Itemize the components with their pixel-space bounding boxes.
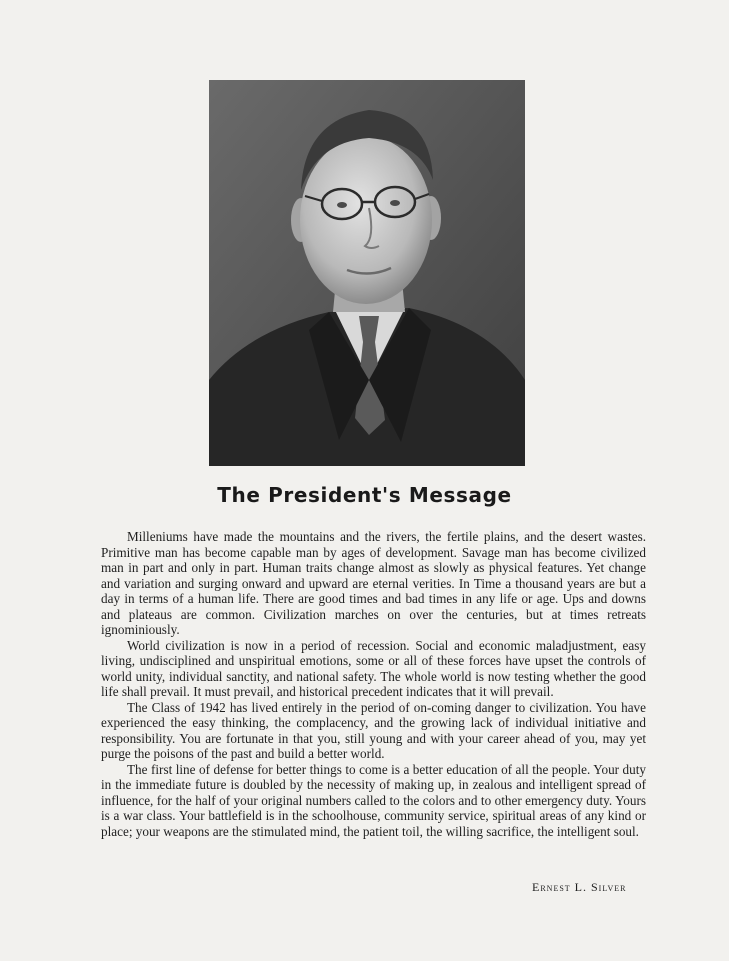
paragraph: World civilization is now in a period of recession. Social and economic maladjustment, easy living, undisciplined and unspiritual emotions, some or all of these forces have upset the controls of world unity, individual sanctity, and national safety. The whole world is now testing whether the good life shall prevail. It must prevail, and historical precedent indicates that it will prevail. [101, 637, 646, 699]
signature: Ernest L. Silver [532, 880, 627, 894]
page-title: The President's Message [217, 483, 512, 507]
paragraph: The first line of defense for better things to come is a better education of all the people. Your duty in the immediate future is doubled by the necessity of making up, in zealous and intelligent spread of influence, for the half of your original numbers called to the colors and to other emergency duty. Yours is a war class. Your battlefield is in the schoolhouse, community service, spiritual areas of any kind or place; your weapons are the stimulated mind, the patient toil, the willing sacrifice, the intelligent soul. [101, 761, 646, 839]
paragraph: Milleniums have made the mountains and the rivers, the fertile plains, and the desert wastes. Primitive man has become capable man by ages of development. Savage man has become civilized man in part and only in part. Human traits change almost as slowly as physical features. Yet change and variation and surging onward and upward are eternal verities. In Time a thousand years are but a day in terms of a human life. There are good times and bad times in any life or age. Ups and downs and plateaus are common. Civilization marches on over the centuries, but at times retreats ignominiously. [101, 529, 646, 637]
message-body [101, 529, 646, 839]
portrait-photo [209, 80, 525, 466]
paragraph: The Class of 1942 has lived entirely in the period of on-coming danger to civilization. You have experienced the easy thinking, the complacency, and the growing lack of individual initiative and responsibility. You are fortunate in that you, still young and with your career ahead of you, may yet purge the poisons of the past and build a better world. [101, 699, 646, 761]
